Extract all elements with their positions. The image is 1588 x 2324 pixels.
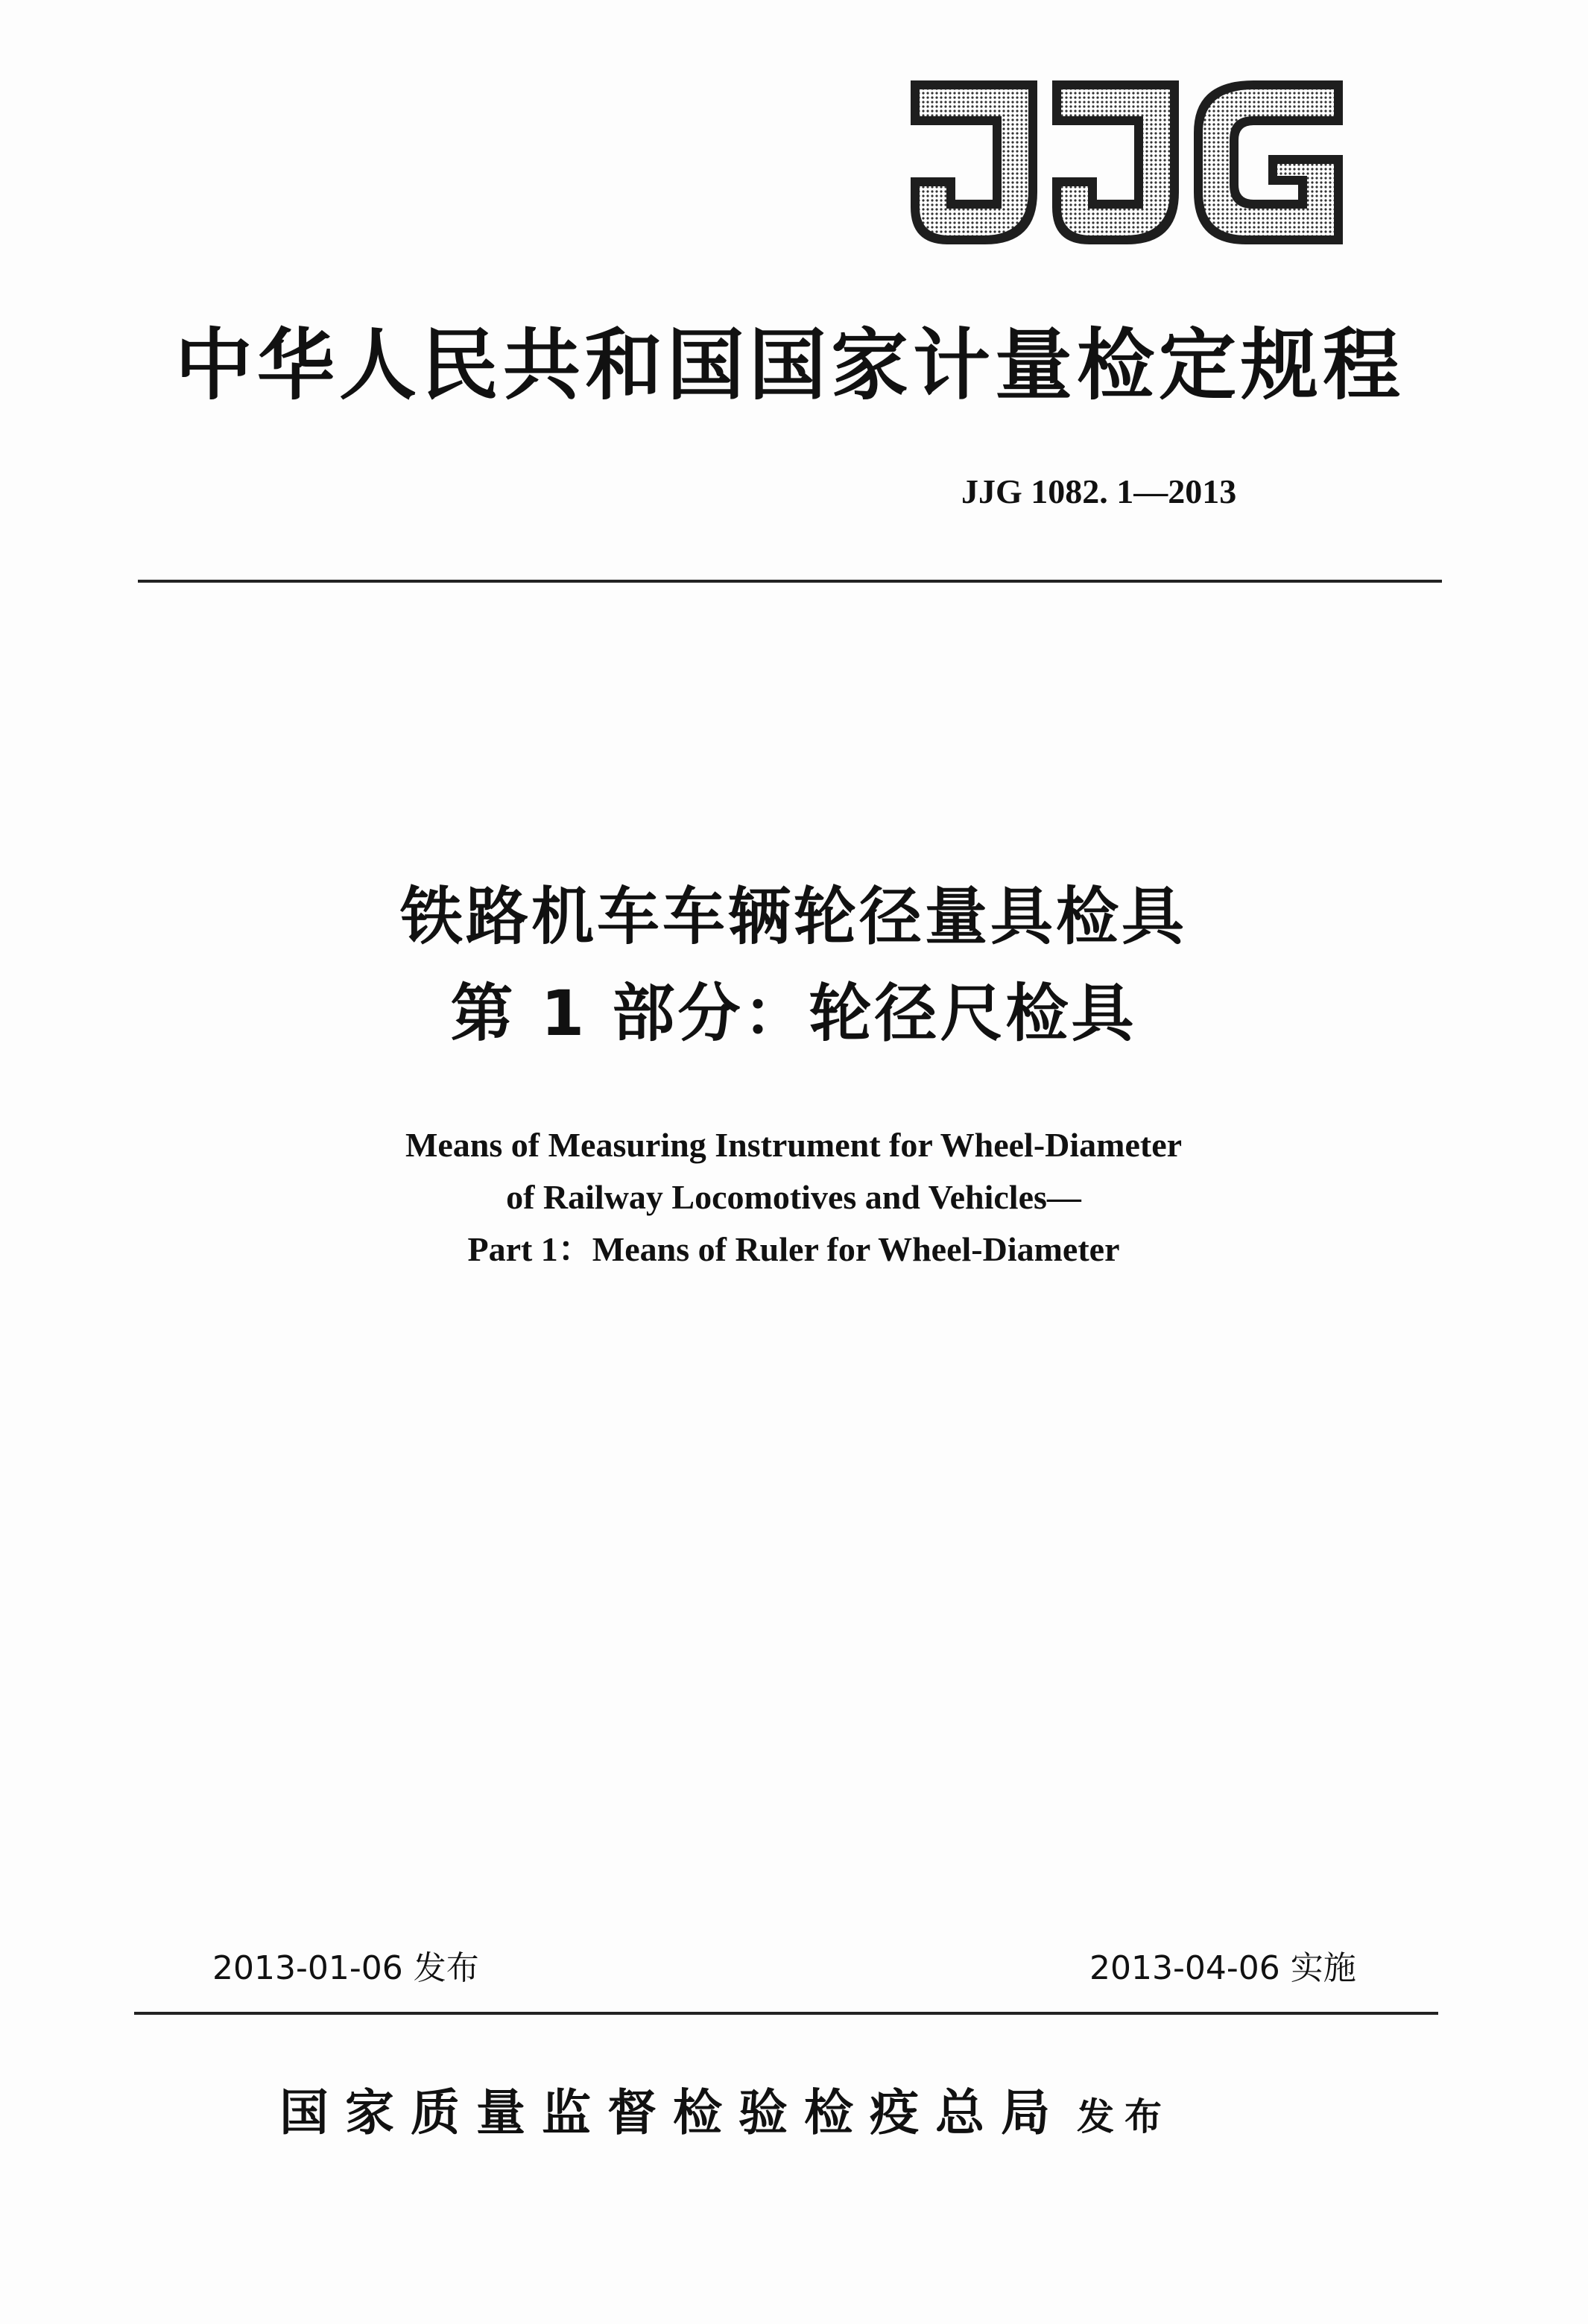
logo-letter-j-1 — [911, 80, 1037, 244]
top-divider — [138, 580, 1442, 583]
chinese-title-line-2: 第 1 部分：轮径尺检具 — [450, 977, 1137, 1050]
logo-letter-j-2 — [1052, 80, 1179, 244]
logo-letter-g — [1194, 80, 1343, 244]
english-title-line-2: of Railway Locomotives and Vehicles— — [506, 1178, 1081, 1216]
english-title-line-1: Means of Measuring Instrument for Wheel-Diameter — [405, 1126, 1183, 1164]
issue-date: 2013-01-06 发布 — [212, 1949, 479, 1987]
chinese-title-line-1: 铁路机车车辆轮径量具检具 — [399, 880, 1187, 953]
publisher — [279, 2079, 1323, 2159]
publisher-name: 国家质量监督检验检疫总局 — [279, 2083, 1066, 2141]
publisher-suffix: 发布 — [1077, 2095, 1172, 2138]
bottom-divider — [134, 2012, 1438, 2015]
regulation-main-title: 中华人民共和国国家计量检定规程 — [174, 319, 1405, 411]
implementation-date: 2013-04-06 实施 — [1089, 1949, 1356, 1987]
jjg-logo — [903, 73, 1350, 252]
regulation-code: JJG 1082. 1—2013 — [961, 472, 1237, 510]
english-title-line-3: Part 1：Means of Ruler for Wheel-Diameter — [467, 1230, 1120, 1268]
